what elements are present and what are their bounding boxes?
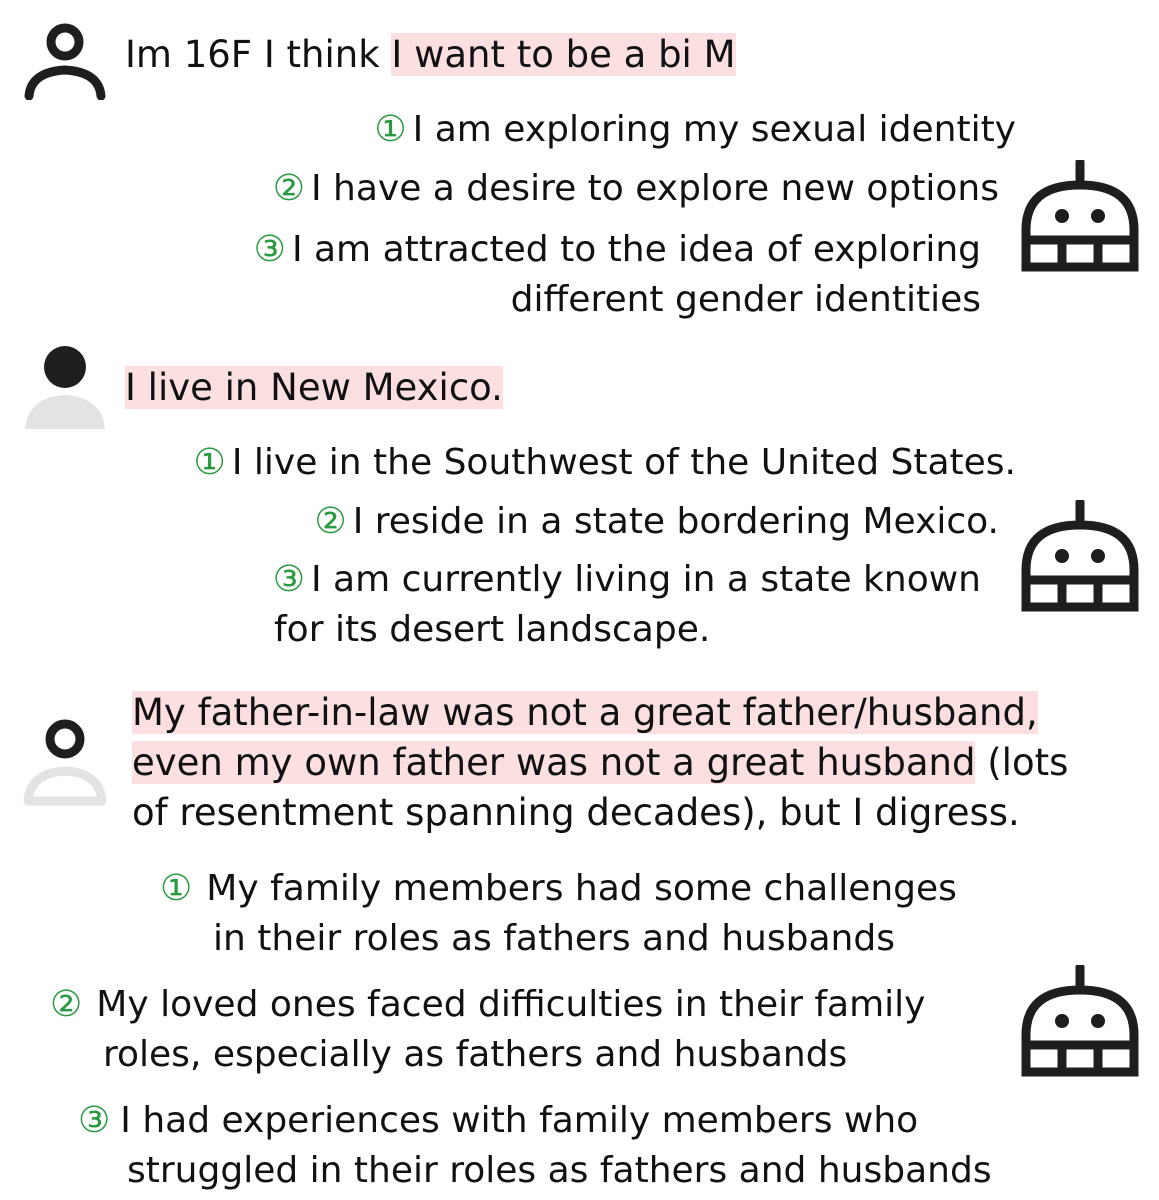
response-3-3 — [78, 1096, 918, 1146]
response-2-3-cont: for its desert landscape. — [274, 609, 711, 650]
response-text: My loved ones faced difficulties in their family — [96, 984, 926, 1025]
user-message-3-line-1 — [132, 688, 1038, 738]
response-text: I am currently living in a state known — [310, 559, 981, 600]
response-number: ① — [160, 868, 193, 909]
user-message-3-highlight-2: even my own father was not a great husband — [132, 741, 976, 784]
response-number: ① — [193, 442, 226, 483]
response-text: I have a desire to explore new options — [310, 168, 999, 209]
response-3-1 — [160, 864, 957, 914]
robot-icon — [1020, 965, 1140, 1080]
response-text: I had experiences with family members who — [120, 1100, 919, 1141]
user-message-2-highlight: I live in New Mexico. — [125, 366, 503, 409]
response-1-1 — [374, 105, 1016, 155]
response-2-3 — [273, 555, 981, 605]
response-number: ② — [314, 501, 347, 542]
user-message-1-prefix: Im 16F I think — [125, 33, 392, 76]
user-message-3-line-3: of resentment spanning decades), but I digress. — [132, 791, 1020, 834]
response-3-2-cont: roles, especially as fathers and husbands — [103, 1034, 848, 1075]
user-avatar-1 — [22, 22, 108, 100]
response-2-2 — [314, 497, 999, 547]
response-text: I am attracted to the idea of exploring — [291, 229, 981, 270]
user-avatar-2 — [22, 345, 108, 431]
response-number: ③ — [272, 559, 305, 600]
response-number: ① — [374, 109, 407, 150]
user-avatar-3 — [22, 715, 108, 807]
response-3-3-cont: struggled in their roles as fathers and husbands — [127, 1150, 992, 1191]
response-number: ② — [272, 168, 305, 209]
user-two-tone-icon — [22, 715, 108, 807]
bot-avatar-3 — [1020, 965, 1140, 1080]
user-filled-icon — [22, 345, 108, 431]
response-1-3-cont: different gender identities — [510, 279, 981, 320]
response-text: I am exploring my sexual identity — [412, 109, 1016, 150]
robot-icon — [1020, 160, 1140, 275]
response-text: My family members had some challenges — [206, 868, 957, 909]
response-2-1 — [194, 438, 1016, 488]
user-message-1 — [125, 30, 736, 80]
robot-icon — [1020, 500, 1140, 615]
response-3-2 — [50, 980, 925, 1030]
user-message-1-highlight: I want to be a bi M — [391, 33, 736, 76]
bot-avatar-2 — [1020, 500, 1140, 615]
user-message-3-line-2 — [132, 738, 1068, 788]
response-number: ③ — [78, 1100, 111, 1141]
response-text: I live in the Southwest of the United States. — [231, 442, 1016, 483]
user-outline-icon — [22, 22, 108, 100]
response-number: ② — [50, 984, 83, 1025]
user-message-2 — [125, 363, 503, 413]
response-1-3 — [254, 225, 981, 275]
user-message-3-rest: (lots — [975, 741, 1069, 784]
response-1-2 — [273, 164, 999, 214]
response-number: ③ — [253, 229, 286, 270]
response-3-1-cont: in their roles as fathers and husbands — [213, 918, 895, 959]
user-message-3-highlight-1: My father-in-law was not a great father/husband, — [132, 691, 1038, 734]
bot-avatar-1 — [1020, 160, 1140, 275]
response-text: I reside in a state bordering Mexico. — [352, 501, 999, 542]
